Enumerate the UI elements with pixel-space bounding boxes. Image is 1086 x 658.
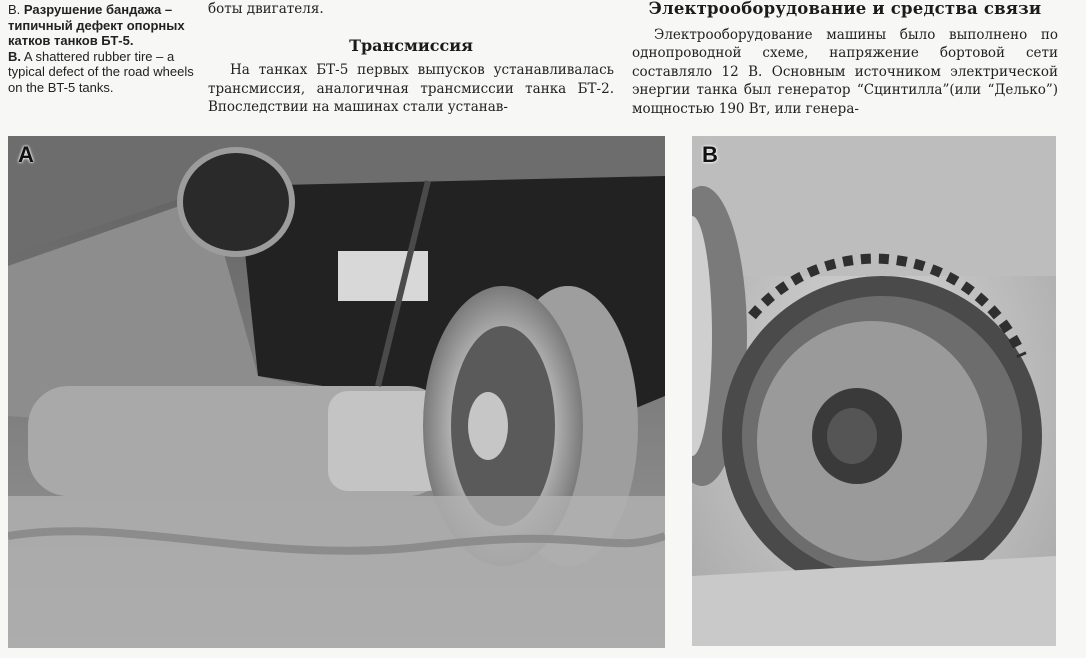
transmission-heading: Трансмиссия — [349, 35, 473, 55]
photo-b-illustration — [692, 136, 1056, 646]
previous-text-fragment: боты двигателя. — [208, 1, 324, 17]
photo-b — [692, 136, 1056, 646]
caption-english: B. A shattered rubber tire – a typical defect of the road wheels on the BT-5 tanks. — [8, 48, 194, 95]
photo-a-label: A — [18, 142, 34, 167]
photo-caption — [8, 2, 204, 95]
photo-b-label: B — [702, 142, 718, 167]
transmission-paragraph: На танках БТ-5 первых выпусков устанавливалась трансмиссия, аналогичная трансмиссии танка БТ-2. Впоследствии на машинах стали устанав- — [208, 62, 614, 115]
electrical-column — [632, 0, 1058, 118]
caption-russian: В. Разрушение бандажа – типичный дефект опорных катков танков БТ-5. — [8, 2, 185, 48]
transmission-column — [208, 0, 614, 117]
electrical-paragraph: Электрооборудование машины было выполнено по однопроводной схеме, напряжение бортовой сети составляло 12 В. Основным источником электрической энергии танка был генератор “Сцинтилла”(или “Делько”) мощностью 190 Вт, или генера- — [632, 26, 1058, 117]
electrical-heading: Электрооборудование и средства связи — [648, 0, 1042, 18]
photo-a-illustration — [8, 136, 665, 648]
photo-a — [8, 136, 665, 648]
